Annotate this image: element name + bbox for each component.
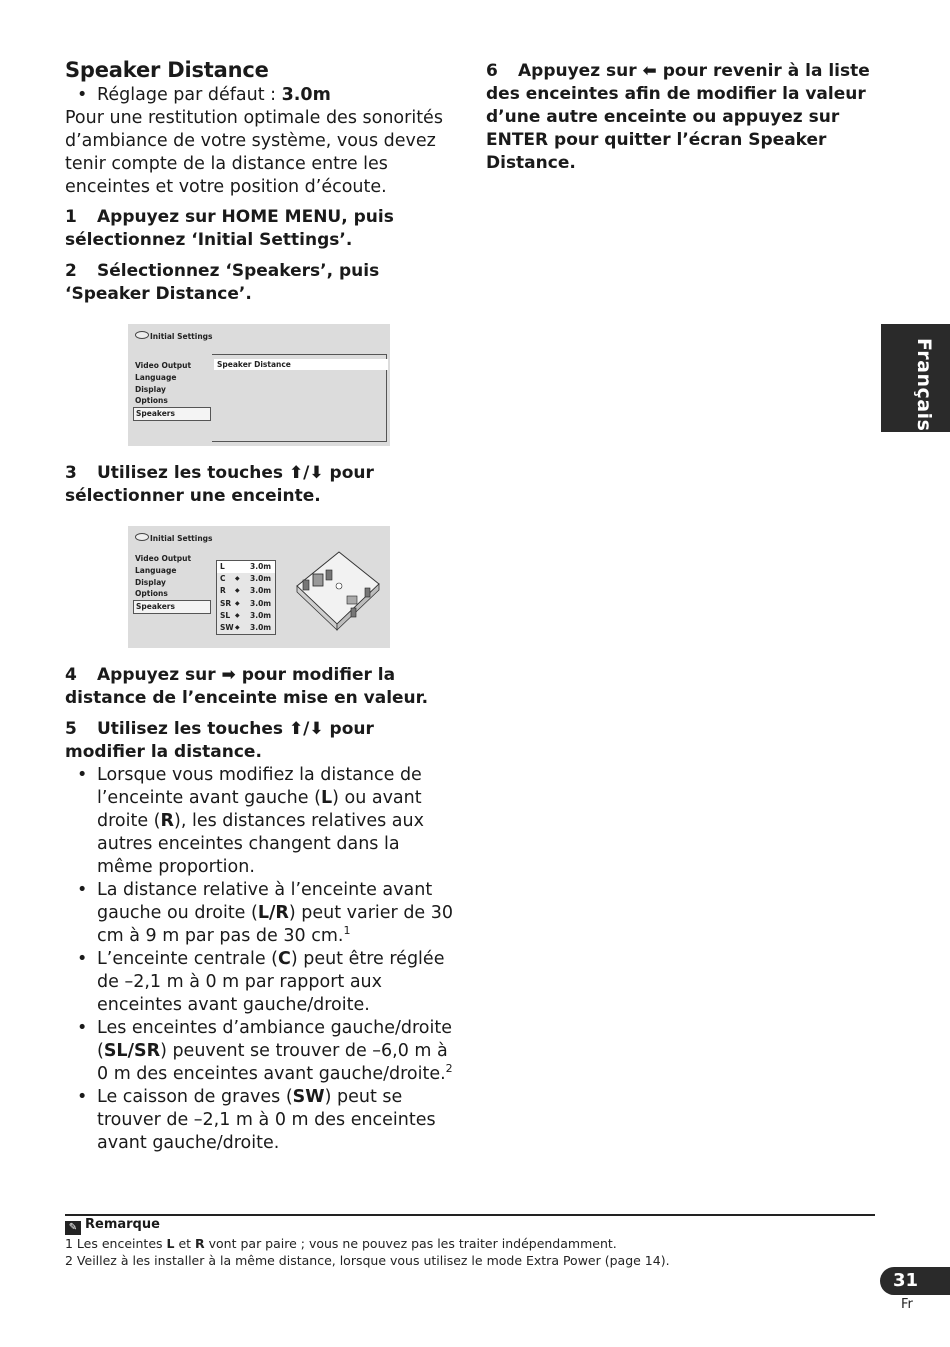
list-item: • L’enceinte centrale (C) peut être réglée de –2,1 m à 0 m par rapport aux enceintes avant gauche/droite. bbox=[77, 949, 445, 1015]
speaker-row-selected: L 3.0m bbox=[217, 561, 275, 573]
bullet-dot: • bbox=[77, 85, 88, 105]
language-tab-label: Français bbox=[913, 338, 935, 432]
language-side-tab bbox=[881, 324, 950, 432]
footnote-2: 2 Veillez à les installer à la même distance, lorsque vous utilisez le mode Extra Power (page 14). bbox=[65, 1253, 670, 1268]
screen-title: Initial Settings bbox=[150, 332, 213, 341]
step-1: 1 Appuyez sur HOME MENU, puis sélectionnez ‘Initial Settings’. bbox=[65, 207, 394, 250]
section-title: Speaker Distance bbox=[65, 58, 269, 82]
bullet-dot: • bbox=[77, 880, 88, 900]
arrow-icon: ◆ bbox=[235, 623, 240, 631]
arrow-icon: ◆ bbox=[235, 611, 240, 619]
left-arrow-icon: ⬅ bbox=[642, 61, 657, 81]
disc-icon bbox=[135, 533, 149, 541]
speaker-row: C ◆ 3.0m bbox=[217, 573, 275, 585]
bullet-dot: • bbox=[77, 1018, 88, 1038]
menu-item: Language bbox=[135, 565, 177, 575]
menu-item: Video Output bbox=[135, 554, 192, 563]
right-column bbox=[486, 60, 886, 175]
up-down-arrows-icon: ⬆/⬇ bbox=[288, 719, 324, 739]
menu-item: Language bbox=[135, 372, 177, 382]
pencil-icon: ✎ bbox=[65, 1221, 81, 1235]
arrow-icon: ◆ bbox=[235, 587, 240, 595]
bullet-dot: • bbox=[77, 949, 88, 969]
step-2: 2 Sélectionnez ‘Speakers’, puis ‘Speaker Distance’. bbox=[65, 261, 380, 304]
list-item: • Les enceintes d’ambiance gauche/droite (SL/SR) peuvent se trouver de –6,0 m à 0 m des enceintes avant gauche/droite.$^2$ bbox=[77, 1018, 453, 1084]
footnote-ref: 2 bbox=[445, 1062, 453, 1076]
bullet-dot: • bbox=[77, 765, 88, 785]
list-item: • La distance relative à l’enceinte avant gauche ou droite (L/R) peut varier de 30 cm à 9 m par pas de 30 cm.$^1$ bbox=[77, 880, 454, 946]
page-number: 31 bbox=[880, 1267, 950, 1295]
menu-item-selected: Speakers bbox=[133, 600, 211, 614]
arrow-icon: ◆ bbox=[235, 575, 240, 583]
step-3: 3 Utilisez les touches ⬆/⬇ pour sélectionner une enceinte. bbox=[65, 463, 374, 506]
screen-title: Initial Settings bbox=[150, 534, 213, 543]
menu-item-selected: Speakers bbox=[133, 407, 211, 421]
default-label: Réglage par défaut : bbox=[97, 85, 282, 105]
step-5: 5 Utilisez les touches ⬆/⬇ pour modifier la distance. bbox=[65, 719, 374, 762]
speaker-row: R ◆ 3.0m bbox=[217, 585, 275, 597]
screen-menu bbox=[135, 553, 213, 614]
arrow-icon: ◆ bbox=[235, 599, 240, 607]
menu-item: Options bbox=[135, 589, 168, 599]
step-6: 6 Appuyez sur ⬅ pour revenir à la liste des enceintes afin de modifier la valeur d’une autre enceinte ou appuyez sur ENTER pour quitter l’écran Speaker Distance. bbox=[486, 61, 870, 173]
step-4: 4 Appuyez sur ➡ pour modifier la distance de l’enceinte mise en valeur. bbox=[65, 665, 429, 708]
menu-item: Video Output bbox=[135, 361, 192, 370]
menu-item: Display bbox=[135, 384, 166, 394]
speaker-row: SL ◆ 3.0m bbox=[217, 610, 275, 622]
left-column bbox=[65, 58, 457, 1155]
speaker-row: SR ◆ 3.0m bbox=[217, 598, 275, 610]
menu-item: Options bbox=[135, 396, 168, 406]
footnote-1: 1 Les enceintes L et R vont par paire ; vous ne pouvez pas les traiter indépendamment. bbox=[65, 1236, 617, 1251]
footnote-ref: 1 bbox=[343, 924, 351, 938]
speaker-row: SW ◆ 3.0m bbox=[217, 622, 275, 634]
speaker-distance-table bbox=[216, 560, 276, 635]
submenu-speaker-distance: Speaker Distance bbox=[214, 359, 388, 370]
disc-icon bbox=[135, 331, 149, 339]
menu-item: Display bbox=[135, 577, 166, 587]
default-setting bbox=[65, 84, 457, 107]
screen-menu bbox=[135, 360, 213, 421]
default-value: 3.0m bbox=[281, 85, 331, 105]
intro-text: Pour une restitution optimale des sonorités d’ambiance de votre système, vous devez tenir compte de la distance entre les enceintes et votre position d’écoute. bbox=[65, 108, 443, 197]
page-language: Fr bbox=[901, 1297, 913, 1312]
list-item: • Le caisson de graves (SW) peut se trouver de –2,1 m à 0 m des enceintes avant gauche/droite. bbox=[77, 1087, 436, 1153]
up-down-arrows-icon: ⬆/⬇ bbox=[288, 463, 324, 483]
footnote-divider bbox=[65, 1214, 875, 1216]
bullet-list bbox=[65, 764, 457, 1155]
screen-speaker-list bbox=[128, 526, 390, 648]
note-heading: ✎ Remarque bbox=[65, 1217, 160, 1235]
list-item: • Lorsque vous modifiez la distance de l’enceinte avant gauche (L) ou avant droite (R), les distances relatives aux autres enceintes changent dans la même proportion. bbox=[77, 765, 424, 877]
bullet-dot: • bbox=[77, 1087, 88, 1107]
screen-speaker-distance-menu bbox=[128, 324, 390, 446]
room-layout-illustration bbox=[291, 546, 383, 632]
right-arrow-icon: ➡ bbox=[221, 665, 236, 685]
